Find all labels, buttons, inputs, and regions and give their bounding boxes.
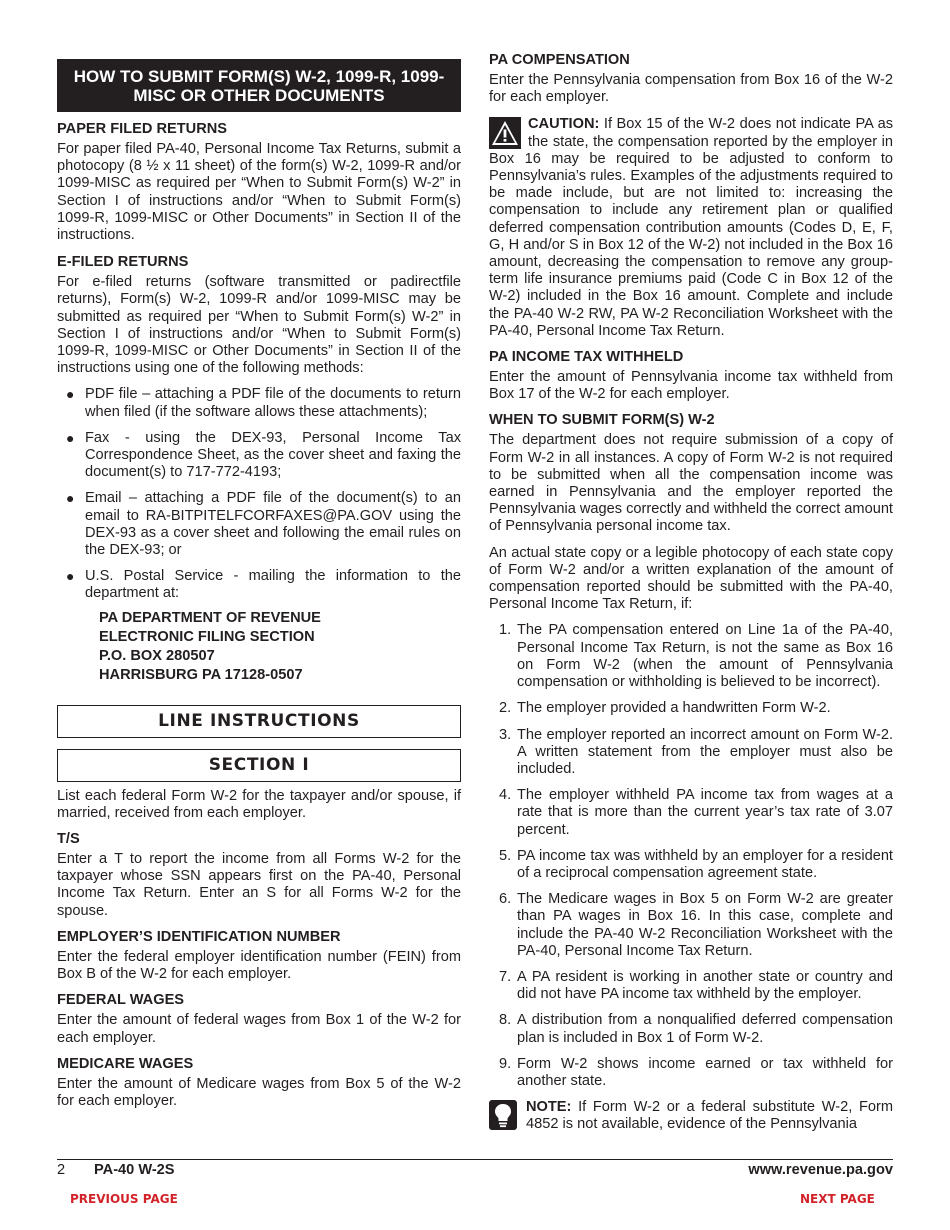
note-text: If Form W-2 or a federal substitute W-2, Form 4852 is not available, evidence of the Pennsylvania xyxy=(526,1099,893,1133)
right-column xyxy=(489,52,893,1134)
address-line: HARRISBURG PA 17128-0507 xyxy=(99,666,303,683)
list-item xyxy=(489,1056,893,1090)
medicare-wages-heading: MEDICARE WAGES xyxy=(57,1055,194,1072)
list-text: The employer provided a handwritten Form W-2. xyxy=(517,700,831,717)
website-link[interactable]: www.revenue.pa.gov xyxy=(748,1162,893,1178)
address-line: PA DEPARTMENT OF REVENUE xyxy=(99,609,321,626)
caution-text: If Box 15 of the W-2 does not indicate PA as the state, the compensation reported by the employer in Box 16 may be required to be adjusted to conform to Pennsylvania’s rules. Examples of the adjustments required to be made include, but are not limited to: increasing the compensation to include any retirement plan or qualified deferred compensation contribution amounts (Codes D, E, F, G, H and/or S in Box 12 of the W-2) not included in the Box 16 amount, decreasing the compensation to remove any group-term life insurance premiums paid (Code C in Box 12 of the W-2) included in the Box 16 amount. Complete and include the PA-40 W-2 RW, PA W-2 Reconciliation Worksheet with the PA-40, Personal Income Tax Return. xyxy=(489,116,893,339)
list-number: 4. xyxy=(499,787,512,804)
list-number: 8. xyxy=(499,1012,512,1029)
method-email: Email – attaching a PDF file of the document(s) to an email to RA-BITPITELFCORFAXES@PA.GOV using the DEX-93 as a cover sheet and following the email rules on the DEX-93; or xyxy=(85,490,461,559)
bullet-icon: ● xyxy=(66,568,75,585)
submit-instructions-banner: HOW TO SUBMIT FORM(S) W-2, 1099-R, 1099-MISC OR OTHER DOCUMENTS xyxy=(57,59,461,112)
paper-filed-text: For paper filed PA-40, Personal Income Tax Returns, submit a photocopy (8 ½ x 11 sheet) of the form(s) W-2, 1099-R and/or 1099-MISC as required per “When to Submit Form(s) W-2” in Section I of instructions and/or “When to Submit Form(s) 1099-R, 1099-MISC or Other Documents” in Section II of the instructions. xyxy=(57,141,461,244)
medicare-wages-text: Enter the amount of Medicare wages from Box 5 of the W-2 for each employer. xyxy=(57,1075,461,1109)
submission-methods-list xyxy=(57,386,461,602)
list-text: The Medicare wages in Box 5 on Form W-2 are greater than PA wages in Box 16. In this case, complete and include the PA-40 W-2 Reconciliation Worksheet with the PA-40, Personal Income Tax Return. xyxy=(517,891,893,959)
note-label: NOTE: xyxy=(526,1099,572,1116)
page-number: 2 xyxy=(57,1162,66,1178)
bullet-icon: ● xyxy=(66,490,75,507)
list-text: The employer reported an incorrect amount on Form W-2. A written statement from the employer must also be included. xyxy=(517,726,893,777)
list-number: 6. xyxy=(499,891,512,908)
list-item xyxy=(489,1012,893,1046)
caution-label: CAUTION: xyxy=(528,116,600,133)
when-to-submit-heading: WHEN TO SUBMIT FORM(S) W-2 xyxy=(489,412,715,429)
previous-page-button[interactable]: PREVIOUS PAGE xyxy=(70,1192,178,1206)
pa-compensation-text: Enter the Pennsylvania compensation from Box 16 of the W-2 for each employer. xyxy=(489,72,893,106)
pa-tax-withheld-heading: PA INCOME TAX WITHHELD xyxy=(489,349,684,366)
list-item xyxy=(489,787,893,839)
caution-note xyxy=(489,116,893,340)
section-i-heading: SECTION I xyxy=(57,749,461,782)
list-item xyxy=(489,969,893,1003)
footer-form-id xyxy=(57,1162,175,1178)
list-text: A PA resident is working in another state or country and did not have PA income tax withheld by the employer. xyxy=(517,968,893,1003)
lightbulb-icon xyxy=(489,1100,517,1130)
method-postal: U.S. Postal Service - mailing the information to the department at: xyxy=(85,568,461,602)
list-text: PA income tax was withheld by an employer for a resident of a reciprocal compensation agreement state. xyxy=(517,847,893,881)
section-intro: List each federal Form W-2 for the taxpayer and/or spouse, if married, received from each employer. xyxy=(57,787,461,821)
ein-heading: EMPLOYER’S IDENTIFICATION NUMBER xyxy=(57,928,341,945)
pa-compensation-heading: PA COMPENSATION xyxy=(489,52,630,68)
bullet-icon: ● xyxy=(66,386,75,403)
list-number: 1. xyxy=(499,622,512,639)
list-number: 3. xyxy=(499,726,512,743)
mailing-address xyxy=(57,609,461,685)
line-instructions-heading: LINE INSTRUCTIONS xyxy=(57,705,461,738)
caution-icon xyxy=(489,117,521,149)
efiled-heading: E-FILED RETURNS xyxy=(57,254,189,271)
list-item xyxy=(57,386,461,420)
list-number: 7. xyxy=(499,968,512,985)
list-item xyxy=(57,430,461,482)
federal-wages-text: Enter the amount of federal wages from Box 1 of the W-2 for each employer. xyxy=(57,1012,461,1046)
left-column xyxy=(57,52,461,1110)
list-item xyxy=(489,700,893,717)
paper-filed-heading: PAPER FILED RETURNS xyxy=(57,121,228,137)
ts-heading: T/S xyxy=(57,831,80,848)
method-fax: Fax - using the DEX-93, Personal Income Tax Correspondence Sheet, as the cover sheet and faxing the document(s) to 717-772-4193; xyxy=(85,429,461,481)
list-item xyxy=(489,727,893,779)
bullet-icon: ● xyxy=(66,429,75,446)
footer-divider xyxy=(57,1159,893,1160)
list-item xyxy=(489,622,893,691)
ts-text: Enter a T to report the income from all Forms W-2 for the taxpayer whose SSN appears first on the PA-40, Personal Income Tax Return. Enter an S for all Forms W-2 for the spouse. xyxy=(57,851,461,919)
list-number: 2. xyxy=(499,700,512,717)
when-to-submit-text: The department does not require submission of a copy of Form W-2 in all instances. A copy of Form W-2 is not required to be submitted when all the compensation income was earned in Pennsylvania and the employer reported the Pennsylvania wages correctly and withheld the correct amount of Pennsylvania personal income tax. xyxy=(489,432,893,535)
note-paragraph xyxy=(489,1099,893,1133)
next-page-button[interactable]: NEXT PAGE xyxy=(800,1192,875,1206)
list-text: The employer withheld PA income tax from wages at a rate that is more than the current year’s tax rate of 3.07 percent. xyxy=(517,787,893,838)
list-text: The PA compensation entered on Line 1a of the PA-40, Personal Income Tax Return, is not the same as Box 16 on Form W-2 (when the amount of Pennsylvania compensation or withholding is believed to be incorrect). xyxy=(517,622,893,691)
method-pdf: PDF file – attaching a PDF file of the documents to return when filed (if the software allows these attachments); xyxy=(85,386,461,420)
list-item xyxy=(489,891,893,960)
address-line: ELECTRONIC FILING SECTION xyxy=(99,628,315,645)
list-item xyxy=(57,568,461,602)
list-number: 5. xyxy=(499,847,512,864)
pa-tax-withheld-text: Enter the amount of Pennsylvania income tax withheld from Box 17 of the W-2 for each employer. xyxy=(489,369,893,403)
when-to-submit-conditions-intro: An actual state copy or a legible photocopy of each state copy of Form W-2 and/or a written explanation of the amount of compensation reported should be submitted with the PA-40, Personal Income Tax Return, if: xyxy=(489,544,893,613)
ein-text: Enter the federal employer identification number (FEIN) from Box B of the W-2 for each employer. xyxy=(57,948,461,983)
address-line: P.O. BOX 280507 xyxy=(99,647,215,664)
list-item xyxy=(57,490,461,559)
list-number: 9. xyxy=(499,1055,512,1072)
list-text: A distribution from a nonqualified deferred compensation plan is included in Box 1 of Form W-2. xyxy=(517,1012,893,1046)
efiled-text: For e-filed returns (software transmitted or padirectfile returns), Form(s) W-2, 1099-R and/or 1099-MISC may be submitted as required per “When to Submit Form(s) W-2” in Section I of instructions and/or “When to Submit Form(s) 1099-R, 1099-MISC or Other Documents” in Section II of the instructions using one of the following methods: xyxy=(57,274,461,377)
submission-conditions-list xyxy=(489,622,893,1090)
federal-wages-heading: FEDERAL WAGES xyxy=(57,992,185,1009)
list-text: Form W-2 shows income earned or tax withheld for another state. xyxy=(517,1055,893,1089)
form-name: PA-40 W-2S xyxy=(94,1162,175,1178)
list-item xyxy=(489,848,893,882)
